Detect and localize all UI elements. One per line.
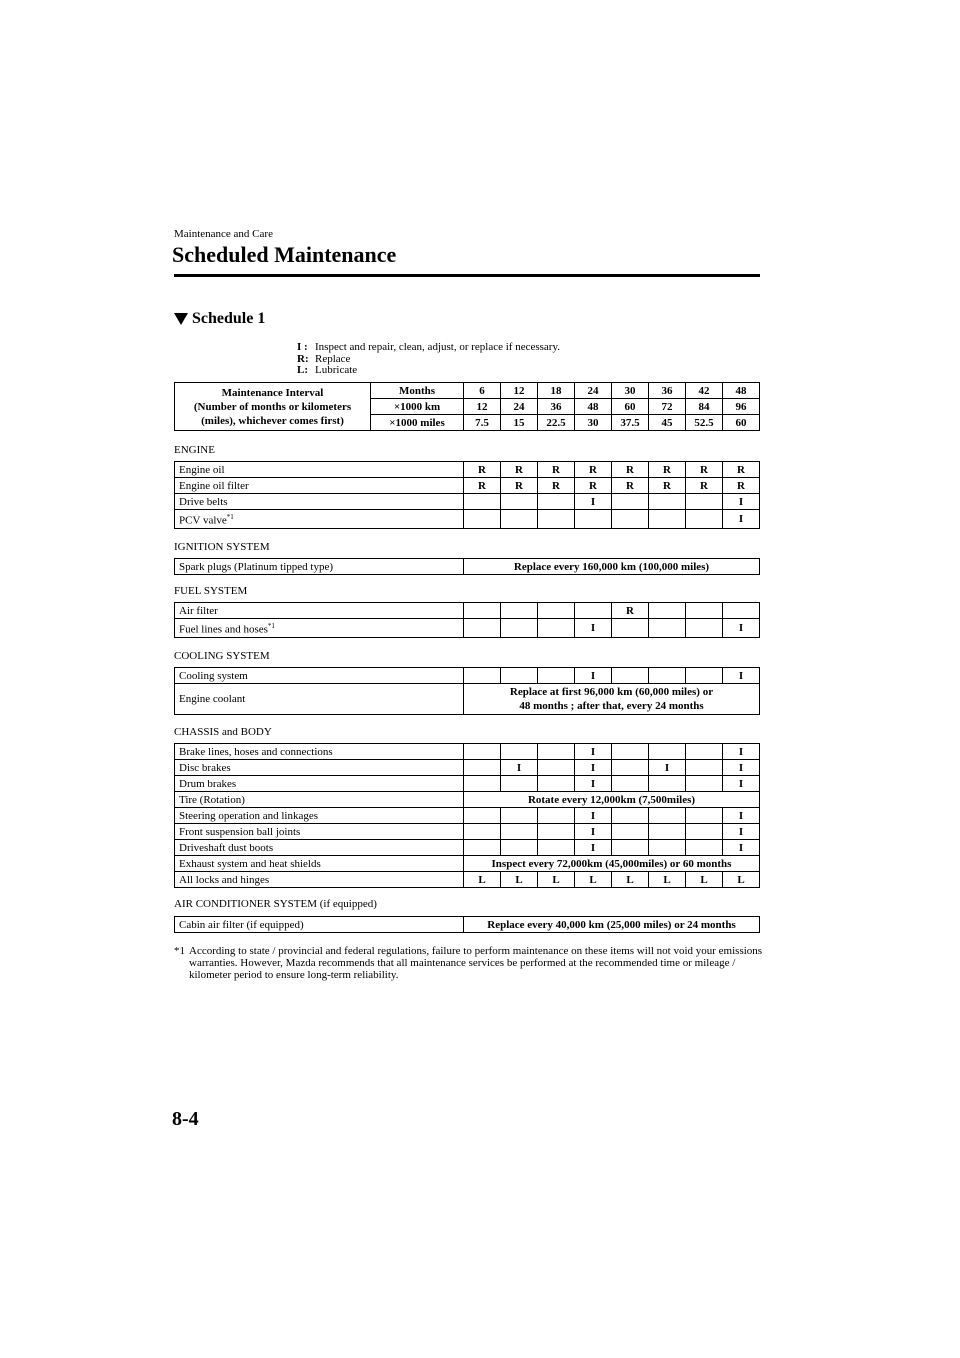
schedule-cell <box>464 668 501 684</box>
schedule-cell <box>538 668 575 684</box>
table-row <box>175 872 760 888</box>
schedule-cell: I <box>723 760 760 776</box>
category-ignition: IGNITION SYSTEM <box>174 541 270 553</box>
legend-text: Lubricate <box>315 364 358 376</box>
interval-value: 24 <box>501 399 538 415</box>
legend <box>297 342 560 377</box>
schedule-cell: R <box>649 478 686 494</box>
schedule-cell <box>686 494 723 510</box>
interval-label <box>175 383 371 431</box>
category-fuel: FUEL SYSTEM <box>174 585 248 597</box>
interval-value: 30 <box>575 415 612 431</box>
schedule-cell: L <box>649 872 686 888</box>
item-label-text: PCV valve <box>179 514 227 527</box>
schedule-cell <box>501 776 538 792</box>
table-row <box>175 668 760 684</box>
schedule-cell <box>686 760 723 776</box>
schedule-cell: R <box>649 462 686 478</box>
table-row <box>175 917 760 933</box>
category-chassis: CHASSIS and BODY <box>174 726 272 738</box>
span-cell: Replace every 160,000 km (100,000 miles) <box>464 559 760 575</box>
schedule-cell <box>649 840 686 856</box>
schedule-cell <box>612 619 649 638</box>
schedule-cell <box>501 494 538 510</box>
schedule-cell <box>612 668 649 684</box>
interval-value: 96 <box>723 399 760 415</box>
schedule-cell: R <box>538 462 575 478</box>
schedule-cell: L <box>575 872 612 888</box>
interval-label-line: Maintenance Interval <box>221 386 324 399</box>
schedule-cell <box>464 744 501 760</box>
item-label: All locks and hinges <box>175 872 464 888</box>
schedule-cell <box>464 494 501 510</box>
item-label: Drive belts <box>175 494 464 510</box>
schedule-cell: R <box>501 462 538 478</box>
schedule-cell: I <box>575 668 612 684</box>
interval-value: 12 <box>501 383 538 399</box>
span-cell <box>464 684 760 715</box>
schedule-cell: I <box>723 619 760 638</box>
schedule-cell <box>612 494 649 510</box>
interval-label-line: (miles), whichever comes first) <box>201 414 344 427</box>
section-label: Maintenance and Care <box>174 228 273 240</box>
interval-value: 7.5 <box>464 415 501 431</box>
schedule-cell: I <box>723 744 760 760</box>
schedule-cell: I <box>501 760 538 776</box>
footnote-ref: *1 <box>267 622 275 630</box>
legend-row <box>297 342 560 354</box>
cooling-table <box>174 667 760 715</box>
schedule-cell <box>686 744 723 760</box>
footnote-ref: *1 <box>226 513 234 521</box>
schedule-cell <box>538 760 575 776</box>
span-cell: Rotate every 12,000km (7,500miles) <box>464 792 760 808</box>
schedule-cell: I <box>723 668 760 684</box>
schedule-cell <box>464 840 501 856</box>
schedule-cell: R <box>612 478 649 494</box>
schedule-cell <box>612 510 649 529</box>
schedule-cell: L <box>686 872 723 888</box>
interval-value: 45 <box>649 415 686 431</box>
schedule-cell <box>649 603 686 619</box>
schedule-cell <box>464 824 501 840</box>
schedule-cell <box>501 619 538 638</box>
item-label: Disc brakes <box>175 760 464 776</box>
item-label-text: Fuel lines and hoses <box>179 623 268 636</box>
schedule-cell <box>612 840 649 856</box>
footnote-mark: *1 <box>174 945 185 957</box>
interval-row-months <box>175 383 760 399</box>
item-label: Exhaust system and heat shields <box>175 856 464 872</box>
schedule-cell: I <box>723 776 760 792</box>
interval-value: 48 <box>723 383 760 399</box>
schedule-cell: I <box>723 494 760 510</box>
item-label: Engine coolant <box>175 684 464 715</box>
item-label: Front suspension ball joints <box>175 824 464 840</box>
schedule-cell: L <box>501 872 538 888</box>
ignition-table <box>174 558 760 575</box>
schedule-cell: R <box>501 478 538 494</box>
table-row <box>175 824 760 840</box>
schedule-heading <box>174 310 265 328</box>
schedule-cell: L <box>612 872 649 888</box>
interval-value: 30 <box>612 383 649 399</box>
span-cell: Inspect every 72,000km (45,000miles) or 60 months <box>464 856 760 872</box>
unit-cell: ×1000 miles <box>371 415 464 431</box>
schedule-cell <box>538 510 575 529</box>
schedule-cell: R <box>612 462 649 478</box>
interval-value: 60 <box>612 399 649 415</box>
interval-value: 48 <box>575 399 612 415</box>
table-row <box>175 559 760 575</box>
span-line: Replace at first 96,000 km (60,000 miles) or <box>509 686 714 698</box>
legend-text: Inspect and repair, clean, adjust, or replace if necessary. <box>315 341 561 353</box>
table-row <box>175 684 760 715</box>
interval-value: 22.5 <box>538 415 575 431</box>
schedule-cell <box>686 808 723 824</box>
chassis-table <box>174 743 760 888</box>
interval-value: 52.5 <box>686 415 723 431</box>
schedule-cell <box>501 808 538 824</box>
item-label: Driveshaft dust boots <box>175 840 464 856</box>
schedule-cell <box>464 603 501 619</box>
title-rule <box>174 274 760 277</box>
schedule-cell: I <box>723 824 760 840</box>
footnote <box>174 945 764 981</box>
item-label: Tire (Rotation) <box>175 792 464 808</box>
table-row <box>175 776 760 792</box>
table-row <box>175 840 760 856</box>
interval-value: 12 <box>464 399 501 415</box>
interval-value: 36 <box>538 399 575 415</box>
schedule-cell <box>538 744 575 760</box>
schedule-cell <box>686 510 723 529</box>
schedule-cell: R <box>464 478 501 494</box>
interval-value: 37.5 <box>612 415 649 431</box>
item-label <box>175 510 464 529</box>
schedule-cell <box>686 824 723 840</box>
schedule-cell <box>649 619 686 638</box>
schedule-cell <box>464 808 501 824</box>
schedule-cell <box>464 776 501 792</box>
span-line: 48 months ; after that, every 24 months <box>519 700 704 712</box>
schedule-cell: I <box>575 619 612 638</box>
schedule-cell: I <box>723 840 760 856</box>
schedule-cell <box>501 744 538 760</box>
span-cell: Replace every 40,000 km (25,000 miles) or 24 months <box>464 917 760 933</box>
schedule-cell: L <box>723 872 760 888</box>
legend-row <box>297 365 560 377</box>
item-label: Engine oil <box>175 462 464 478</box>
table-row <box>175 603 760 619</box>
schedule-cell <box>538 840 575 856</box>
schedule-cell: L <box>538 872 575 888</box>
category-ac: AIR CONDITIONER SYSTEM (if equipped) <box>174 898 377 910</box>
category-engine: ENGINE <box>174 444 215 456</box>
page-title: Scheduled Maintenance <box>172 242 397 267</box>
table-row <box>175 792 760 808</box>
schedule-cell <box>538 619 575 638</box>
schedule-cell <box>649 668 686 684</box>
schedule-cell: I <box>575 808 612 824</box>
schedule-cell <box>649 510 686 529</box>
schedule-cell: R <box>612 603 649 619</box>
schedule-cell: I <box>723 510 760 529</box>
table-row <box>175 760 760 776</box>
schedule-cell: I <box>575 776 612 792</box>
fuel-table <box>174 602 760 638</box>
schedule-cell <box>686 776 723 792</box>
schedule-cell: R <box>686 478 723 494</box>
engine-table <box>174 461 760 529</box>
interval-value: 60 <box>723 415 760 431</box>
schedule-cell <box>464 619 501 638</box>
schedule-cell <box>575 510 612 529</box>
schedule-cell: I <box>649 760 686 776</box>
schedule-cell: I <box>575 824 612 840</box>
schedule-cell <box>538 808 575 824</box>
schedule-cell <box>538 824 575 840</box>
interval-header-table <box>174 382 760 431</box>
interval-value: 15 <box>501 415 538 431</box>
table-row <box>175 478 760 494</box>
item-label <box>175 619 464 638</box>
item-label: Cooling system <box>175 668 464 684</box>
table-row <box>175 510 760 529</box>
interval-value: 84 <box>686 399 723 415</box>
schedule-heading-text: Schedule 1 <box>192 310 266 327</box>
legend-key: R: <box>297 352 309 365</box>
interval-value: 72 <box>649 399 686 415</box>
schedule-cell: I <box>575 744 612 760</box>
table-row <box>175 808 760 824</box>
item-label: Cabin air filter (if equipped) <box>175 917 464 933</box>
schedule-cell <box>723 603 760 619</box>
legend-key: L: <box>297 364 308 376</box>
schedule-cell: R <box>686 462 723 478</box>
legend-text: Replace <box>315 352 351 365</box>
schedule-cell <box>686 668 723 684</box>
schedule-cell <box>538 603 575 619</box>
schedule-cell <box>501 668 538 684</box>
unit-cell: Months <box>371 383 464 399</box>
item-label: Brake lines, hoses and connections <box>175 744 464 760</box>
schedule-cell: I <box>575 760 612 776</box>
schedule-cell: L <box>464 872 501 888</box>
unit-cell: ×1000 km <box>371 399 464 415</box>
item-label: Engine oil filter <box>175 478 464 494</box>
schedule-cell: R <box>538 478 575 494</box>
schedule-cell <box>612 824 649 840</box>
item-label: Steering operation and linkages <box>175 808 464 824</box>
interval-value: 24 <box>575 383 612 399</box>
interval-value: 6 <box>464 383 501 399</box>
schedule-cell <box>612 760 649 776</box>
schedule-cell <box>501 603 538 619</box>
schedule-cell <box>501 824 538 840</box>
table-row <box>175 856 760 872</box>
schedule-cell <box>575 603 612 619</box>
schedule-cell <box>649 808 686 824</box>
schedule-cell: I <box>575 494 612 510</box>
item-label: Drum brakes <box>175 776 464 792</box>
schedule-cell <box>501 510 538 529</box>
schedule-cell <box>649 776 686 792</box>
table-row <box>175 744 760 760</box>
schedule-cell <box>649 494 686 510</box>
schedule-cell <box>686 840 723 856</box>
schedule-cell: R <box>723 462 760 478</box>
schedule-cell <box>538 494 575 510</box>
schedule-cell <box>501 840 538 856</box>
footnote-text: According to state / provincial and federal regulations, failure to perform maintenance on these items will not void your emissions warranties. However, Mazda recommends that all maintenance services be performed at the recommended time or mileage / kilometer period to ensure long-term reliability. <box>189 945 763 981</box>
page-number: 8-4 <box>172 1108 199 1130</box>
schedule-cell: R <box>464 462 501 478</box>
schedule-cell <box>649 824 686 840</box>
schedule-cell <box>686 603 723 619</box>
table-row <box>175 494 760 510</box>
schedule-cell <box>612 776 649 792</box>
schedule-cell: R <box>723 478 760 494</box>
category-cooling: COOLING SYSTEM <box>174 650 270 662</box>
item-label: Spark plugs (Platinum tipped type) <box>175 559 464 575</box>
legend-key: I : <box>297 341 308 353</box>
schedule-cell <box>649 744 686 760</box>
schedule-cell: R <box>575 462 612 478</box>
table-row <box>175 619 760 638</box>
table-row <box>175 462 760 478</box>
interval-value: 18 <box>538 383 575 399</box>
item-label: Air filter <box>175 603 464 619</box>
interval-label-line: (Number of months or kilometers <box>193 400 352 413</box>
interval-value: 42 <box>686 383 723 399</box>
schedule-cell <box>538 776 575 792</box>
schedule-cell: R <box>575 478 612 494</box>
schedule-cell <box>612 744 649 760</box>
schedule-cell <box>612 808 649 824</box>
schedule-cell <box>686 619 723 638</box>
schedule-cell: I <box>575 840 612 856</box>
ac-table <box>174 916 760 933</box>
schedule-cell <box>464 510 501 529</box>
interval-value: 36 <box>649 383 686 399</box>
schedule-cell: I <box>723 808 760 824</box>
schedule-cell <box>464 760 501 776</box>
triangle-down-icon <box>174 313 188 325</box>
